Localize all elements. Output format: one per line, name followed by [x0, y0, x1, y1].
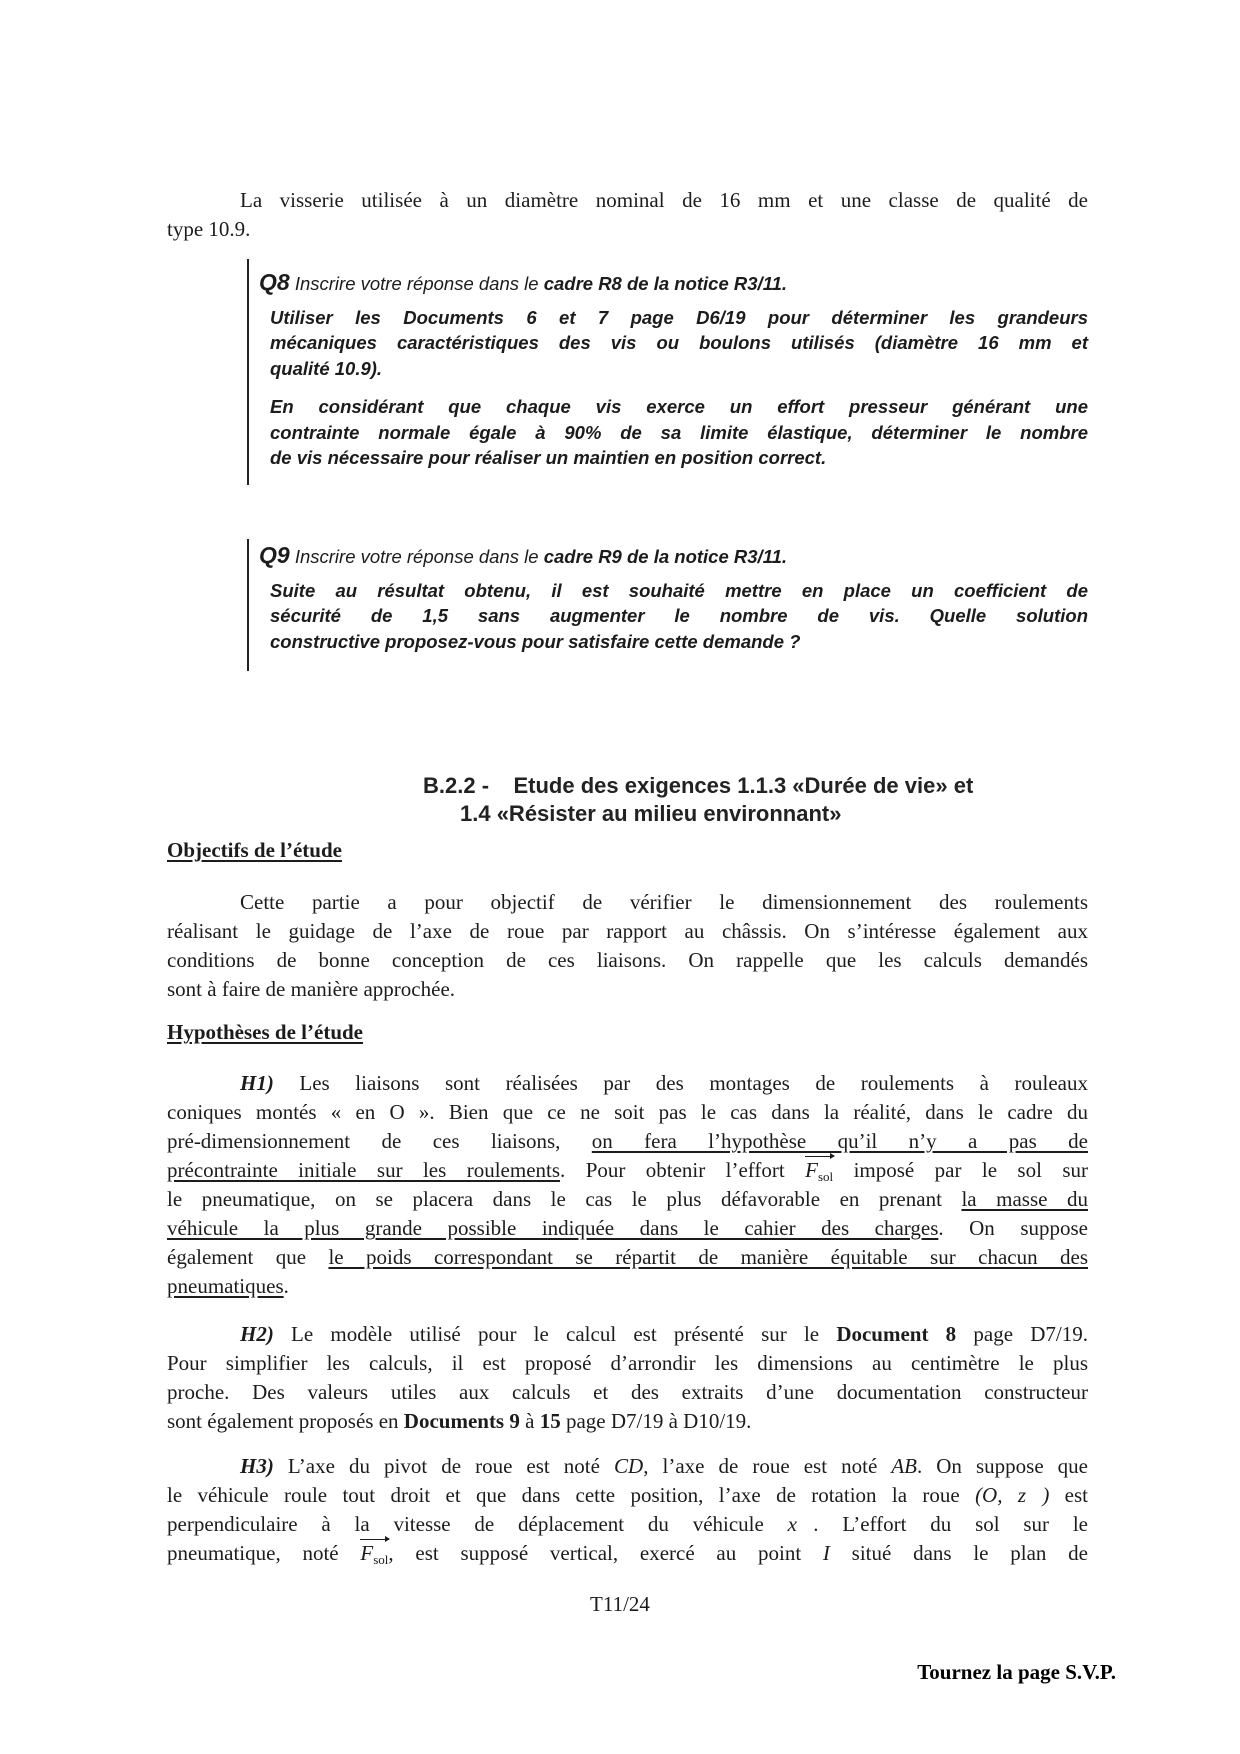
vector-subscript: sol: [817, 1169, 834, 1184]
vector-f-sol: [805, 1160, 833, 1183]
section-title-line1: Etude des exigences 1.1.3 «Durée de vie» et: [513, 773, 974, 798]
text-segment: est: [1049, 1483, 1089, 1507]
question-q8: [259, 270, 1088, 471]
hypothesis-h3: [167, 1452, 1088, 1568]
text-line: [167, 1320, 1088, 1349]
text-line: [167, 1272, 1088, 1301]
text-line: [167, 1407, 1088, 1436]
text-segment: sécurité de 1,5 sans augmenter le nombre de vis. Quelle solution: [270, 605, 1088, 626]
text-line: [270, 330, 1088, 356]
text-line: [167, 1156, 1088, 1185]
question-bar: [247, 259, 249, 485]
section-title-line2: 1.4 «Résister au milieu environnant»: [460, 801, 842, 826]
text-line: [270, 356, 1088, 382]
vector-subscript: sol: [373, 1552, 389, 1567]
text-segment: , est supposé vertical, exercé au point: [388, 1541, 823, 1565]
text-segment: . On suppose: [938, 1216, 1088, 1240]
text-line: [167, 186, 1088, 215]
text-line: [167, 1185, 1088, 1214]
underlined-text: la masse du: [961, 1187, 1088, 1211]
question-header: [259, 543, 1088, 569]
underlined-text: le poids correspondant se répartit de manière équitable sur chacun des: [328, 1245, 1089, 1269]
text-line: [167, 1069, 1088, 1098]
text-line: [167, 1510, 1088, 1539]
text-segment: type 10.9.: [167, 217, 251, 241]
text-segment: Cette partie a pour objectif de vérifier le dimensionnement des roulements: [240, 890, 1088, 914]
text-segment: , l’axe de roue est noté: [643, 1454, 892, 1478]
text-line: [167, 888, 1088, 917]
text-line: [270, 445, 1088, 471]
text-segment: Inscrire votre réponse dans le: [289, 546, 544, 567]
turn-page-note: Tournez la page S.V.P.: [917, 1660, 1116, 1684]
page-number: T11/24: [590, 1592, 650, 1616]
section-number: B.2.2 -: [423, 773, 490, 798]
text-line: [270, 420, 1088, 446]
hypothesis-h1: [167, 1069, 1088, 1301]
text-line: [270, 394, 1088, 420]
text-segment: Les liaisons sont réalisées par des montages de roulements à rouleaux: [273, 1071, 1088, 1095]
question-instruction: [259, 305, 1088, 382]
question-header: [259, 270, 1088, 296]
text-segment: H3): [240, 1454, 274, 1478]
text-segment: En considérant que chaque vis exerce un effort presseur générant une: [270, 396, 1088, 417]
section-heading: [423, 772, 973, 800]
text-segment: La visserie utilisée à un diamètre nominal de 16 mm et une classe de qualité de: [240, 188, 1088, 212]
text-segment: mécaniques caractéristiques des vis ou boulons utilisés (diamètre 16 mm et: [270, 332, 1088, 353]
objectifs-paragraph: [167, 888, 1088, 1004]
text-line: [270, 603, 1088, 629]
intro-paragraph: [167, 186, 1088, 244]
text-segment: contrainte normale égale à 90% de sa limite élastique, déterminer le nombre: [270, 421, 1088, 443]
text-segment: . Pour obtenir l’effort: [560, 1158, 806, 1182]
text-segment: Pour simplifier les calculs, il est proposé d’arrondir les dimensions au centimètre le plus: [167, 1351, 1088, 1375]
text-line: [270, 305, 1088, 331]
text-line: [167, 1243, 1088, 1272]
text-line: [167, 1098, 1088, 1127]
text-segment: .: [283, 1274, 289, 1298]
text-segment: pneumatique, noté: [167, 1541, 361, 1565]
text-segment: Le modèle utilisé pour le calcul est présenté sur le: [273, 1322, 837, 1346]
text-segment: situé dans le plan de: [829, 1541, 1088, 1565]
vector-f-sol: [360, 1543, 388, 1566]
text-segment: page D7/19 à D10/19.: [560, 1409, 752, 1433]
text-segment: perpendiculaire à la vitesse de déplacement du véhicule: [167, 1512, 788, 1536]
text-segment: constructive proposez-vous pour satisfaire cette demande ?: [270, 630, 801, 652]
text-segment: CD: [614, 1454, 644, 1478]
text-segment: Document 8: [836, 1322, 957, 1346]
question-bar: [247, 539, 249, 671]
underlined-text: pneumatiques: [167, 1274, 284, 1298]
text-line: [167, 1378, 1088, 1407]
text-segment: le véhicule roule tout droit et que dans cette position, l’axe de rotation la roue: [167, 1483, 976, 1507]
text-segment: AB: [891, 1454, 917, 1478]
text-segment: Utiliser les Documents 6 et 7 page D6/19 pour déterminer les grandeurs: [270, 306, 1088, 328]
text-segment: réalisant le guidage de l’axe de roue par rapport au châssis. On s’intéresse également aux: [167, 919, 1088, 943]
text-segment: sont également proposés en: [167, 1409, 404, 1433]
text-line: [167, 975, 1088, 1004]
text-line: [167, 1452, 1088, 1481]
text-segment: Documents 9: [403, 1409, 520, 1433]
text-line: [270, 578, 1088, 604]
question-q9: [259, 543, 1088, 654]
question-instruction: [259, 394, 1088, 471]
text-segment: 15: [539, 1409, 561, 1433]
text-segment: L’axe du pivot de roue est noté: [273, 1454, 615, 1478]
hypothesis-h2: [167, 1320, 1088, 1436]
text-segment: conditions de bonne conception de ces liaisons. On rappelle que les calculs demandés: [167, 948, 1088, 972]
question-label: Q8: [259, 269, 290, 295]
text-segment: cadre R9 de la notice R3/11.: [543, 546, 788, 567]
text-segment: Inscrire votre réponse dans le: [289, 273, 544, 294]
text-segment: coniques montés « en O ». Bien que ce ne soit pas le cas dans la réalité, dans le cadre du: [167, 1100, 1088, 1124]
text-segment: proche. Des valeurs utiles aux calculs et des extraits d’une documentation constructeur: [167, 1380, 1088, 1404]
text-segment: H2): [240, 1322, 274, 1346]
text-line: [167, 917, 1088, 946]
text-segment: également que: [167, 1245, 329, 1269]
vector-symbol: F: [805, 1158, 818, 1182]
text-line: [270, 629, 1088, 655]
text-segment: I: [822, 1541, 830, 1565]
vector-symbol: F: [360, 1541, 374, 1565]
text-line: [167, 1127, 1088, 1156]
text-segment: Suite au résultat obtenu, il est souhaité mettre en place un coefficient de: [270, 579, 1088, 601]
text-segment: . L’effort du sol sur le: [813, 1512, 1088, 1536]
text-segment: à: [519, 1409, 540, 1433]
text-segment: sont à faire de manière approchée.: [167, 977, 456, 1001]
objectifs-heading: Objectifs de l’étude: [167, 838, 342, 862]
text-segment: pré-dimensionnement de ces liaisons,: [167, 1129, 592, 1153]
text-segment: imposé par le sol sur: [833, 1158, 1088, 1182]
underlined-text: véhicule la plus grande possible indiquée dans le cahier des charges: [167, 1216, 939, 1240]
hypotheses-heading: Hypothèses de l’étude: [167, 1020, 363, 1044]
underlined-text: on fera l’hypothèse qu’il n’y a pas de: [591, 1129, 1088, 1153]
question-instruction: [259, 578, 1088, 655]
text-segment: cadre R8 de la notice R3/11.: [543, 273, 788, 294]
text-line: [167, 1481, 1088, 1510]
text-line: [167, 946, 1088, 975]
text-segment: page D7/19.: [956, 1322, 1088, 1346]
text-segment: . On suppose que: [916, 1454, 1089, 1478]
text-line: [167, 1349, 1088, 1378]
question-label: Q9: [259, 542, 290, 568]
text-line: [167, 1214, 1088, 1243]
text-segment: H1): [240, 1071, 274, 1095]
text-line: [167, 1539, 1088, 1568]
text-line: [167, 215, 1088, 244]
text-segment: qualité 10.9).: [270, 357, 383, 379]
text-segment: (O, z⃗): [975, 1483, 1050, 1507]
underlined-text: précontrainte initiale sur les roulements: [167, 1158, 561, 1182]
text-segment: x⃗: [787, 1512, 814, 1536]
text-segment: le pneumatique, on se placera dans le cas le plus défavorable en prenant: [167, 1187, 962, 1211]
text-segment: de vis nécessaire pour réaliser un maintien en position correct.: [270, 447, 827, 468]
